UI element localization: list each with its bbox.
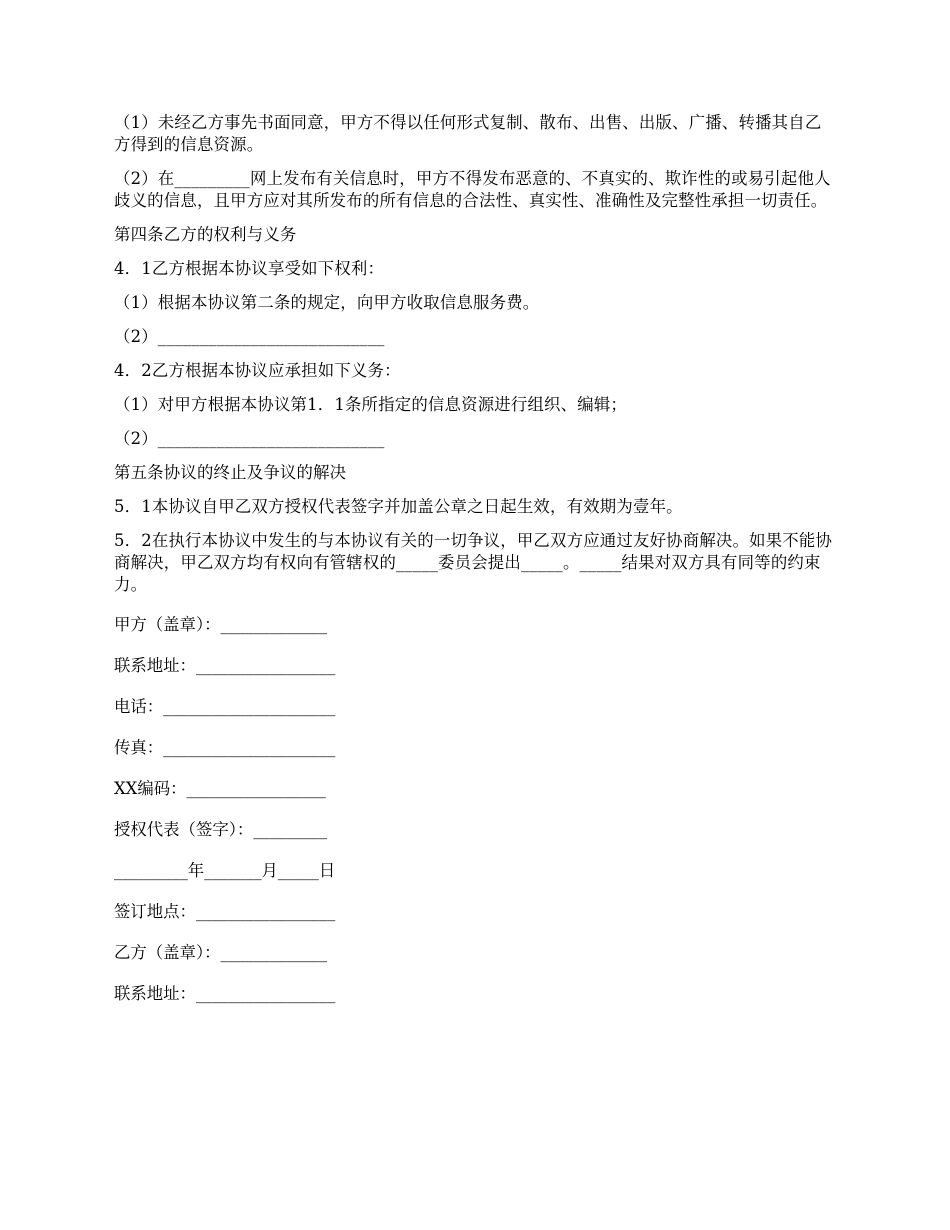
party-a-phone-field: 电话：_____________________ <box>114 697 336 716</box>
clause-4-2-1: （1）对甲方根据本协议第1．1条所指定的信息资源进行组织、编辑； <box>114 395 628 414</box>
party-a-date-field: _________年_______月_____日 <box>114 861 336 880</box>
party-a-postcode-field: XX编码：_________________ <box>114 779 326 798</box>
party-a-representative-field: 授权代表（签字）：_________ <box>114 820 328 839</box>
clause-3-2-1: （1）未经乙方事先书面同意，甲方不得以任何形式复制、散布、出售、出版、广播、转播其自乙方得到的信息资源。 <box>114 113 822 154</box>
clause-4-1-2: （2）___________________________ <box>114 327 385 346</box>
clause-4-2-heading: 4．2乙方根据本协议应承担如下义务： <box>114 361 401 380</box>
clause-4-1-heading: 4．1乙方根据本协议享受如下权利： <box>114 259 385 278</box>
signing-place-field: 签订地点：_________________ <box>114 902 336 921</box>
party-a-address-field: 联系地址：_________________ <box>114 656 336 675</box>
clause-4-1-1: （1）根据本协议第二条的规定，向甲方收取信息服务费。 <box>114 293 540 312</box>
article-5-heading: 第五条协议的终止及争议的解决 <box>114 463 347 482</box>
clause-5-2: 5．2在执行本协议中发生的与本协议有关的一切争议，甲乙双方应通过友好协商解决。如果不能协商解决，甲乙双方均有权向有管辖权的_____委员会提出_____。_____结果对双方具有同等的约束力。 <box>114 531 833 594</box>
clause-3-2-2: （2）在_________网上发布有关信息时，甲方不得发布恶意的、不真实的、欺诈性的或易引起他人歧义的信息，且甲方应对其所发布的所有信息的合法性、真实性、准确性及完整性承担一切责任。 <box>114 169 831 210</box>
party-a-seal-field: 甲方（盖章）：_____________ <box>114 615 328 634</box>
party-b-seal-field: 乙方（盖章）：_____________ <box>114 943 328 962</box>
article-4-heading: 第四条乙方的权利与义务 <box>114 225 297 244</box>
party-b-address-field: 联系地址：_________________ <box>114 984 336 1003</box>
party-a-fax-field: 传真：_____________________ <box>114 738 336 757</box>
clause-5-1: 5．1本协议自甲乙双方授权代表签字并加盖公章之日起生效，有效期为壹年。 <box>114 497 683 516</box>
clause-4-2-2: （2）___________________________ <box>114 429 385 448</box>
document-body <box>114 112 834 1024</box>
